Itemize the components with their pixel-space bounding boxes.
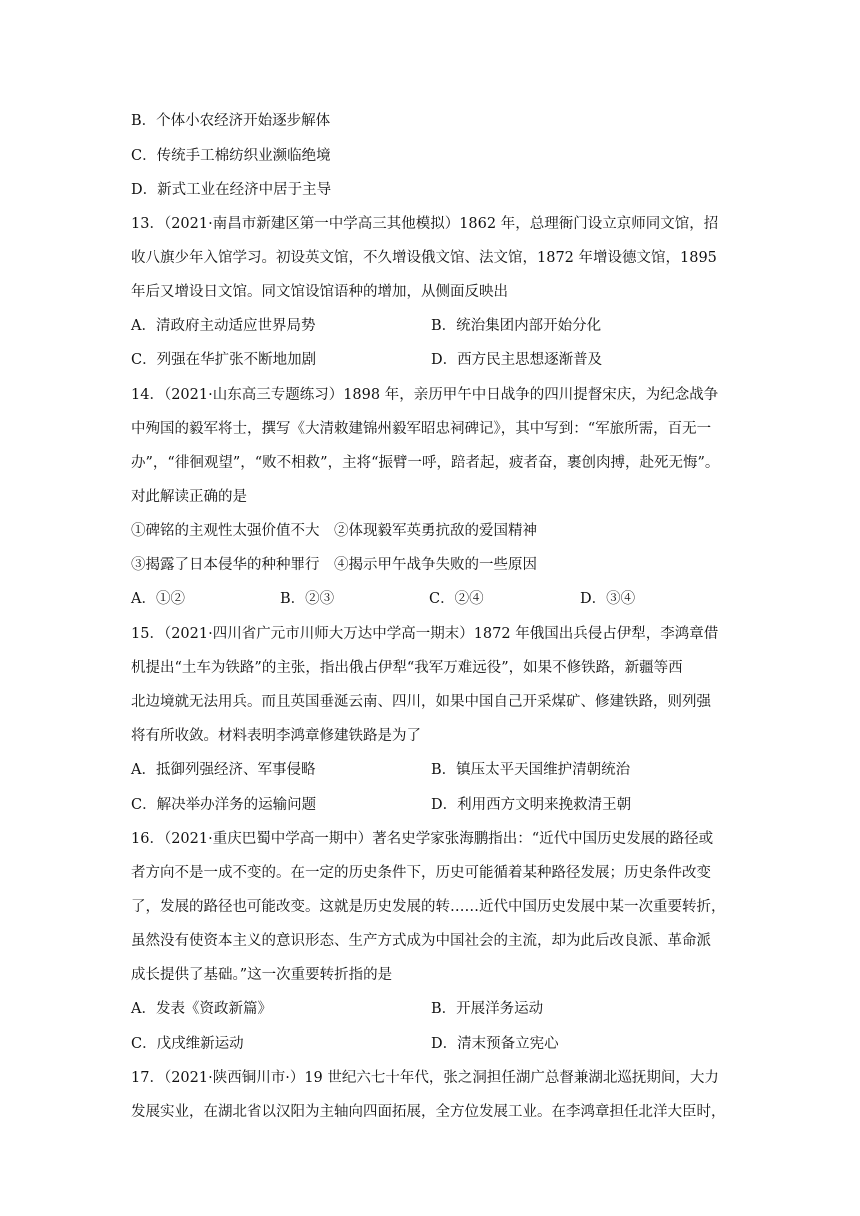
q14-stem-line-4: 对此解读正确的是 xyxy=(131,489,247,505)
q13-options-row-1 xyxy=(131,316,741,336)
q16-option-a: A．发表《资政新篇》 xyxy=(131,1001,272,1017)
q16-stem-line-5: 成长提供了基础。”这一次重要转折指的是 xyxy=(131,967,393,983)
q16-options-row-2 xyxy=(131,1034,741,1054)
q13-option-d: D．西方民主思想逐渐普及 xyxy=(431,352,603,368)
q13-option-c: C．列强在华扩张不断地加剧 xyxy=(131,352,317,368)
q14-stem-line-3: 办”，“徘徊观望”，“败不相救”，主将“振臂一呼，踣者起，疲者奋，裹创肉搏，赴死无悔”。 xyxy=(131,455,720,471)
q14-stem-line-1: 14．（2021·山东高三专题练习）1898 年，亲历甲午中日战争的四川提督宋庆，为纪念战争 xyxy=(131,387,719,403)
q16-option-c: C．戊戌维新运动 xyxy=(131,1036,244,1052)
q17-stem-line-1: 17．（2021·陕西铜川市·）19 世纪六七十年代，张之洞担任湖广总督兼湖北巡抚期间，大力 xyxy=(131,1070,719,1086)
q15-options-row-1 xyxy=(131,760,741,780)
q16-option-b: B．开展洋务运动 xyxy=(431,1001,544,1017)
q15-option-d: D．利用西方文明来挽救清王朝 xyxy=(431,797,632,813)
q13-option-b: B．统治集团内部开始分化 xyxy=(431,318,602,334)
q12-option-c: C．传统手工棉纺织业濒临绝境 xyxy=(131,148,331,164)
q12-option-b: B．个体小农经济开始逐步解体 xyxy=(131,113,331,129)
q13-stem-line-2: 收八旗少年入馆学习。初设英文馆，不久增设俄文馆、法文馆，1872 年增设德文馆，1895 xyxy=(131,250,717,266)
q16-stem-line-2: 者方向不是一成不变的。在一定的历史条件下，历史可能循着某种路径发展；历史条件改变 xyxy=(131,865,711,881)
q13-stem-line-1: 13．（2021·南昌市新建区第一中学高三其他模拟）1862 年，总理衙门设立京师同文馆，招 xyxy=(131,216,719,232)
q17-stem-line-2: 发展实业，在湖北省以汉阳为主轴向四面拓展，全方位发展工业。在李鸿章担任北洋大臣时， xyxy=(131,1104,726,1120)
q15-option-a: A．抵御列强经济、军事侵略 xyxy=(131,762,316,778)
q15-stem-line-1: 15．（2021·四川省广元市川师大万达中学高一期末）1872 年俄国出兵侵占伊犁，李鸿章借 xyxy=(131,626,719,642)
q15-options-row-2 xyxy=(131,795,741,815)
q14-option-c: C．②④ xyxy=(429,591,484,607)
q14-statements-1-2: ①碑铭的主观性太强价值不大 ②体现毅军英勇抗敌的爱国精神 xyxy=(131,523,537,539)
q15-stem-line-2: 机提出“土车为铁路”的主张，指出俄占伊犁“我军万难远役”，如果不修铁路，新疆等西 xyxy=(131,660,683,676)
q13-stem-line-3: 年后又增设日文馆。同文馆设馆语种的增加，从侧面反映出 xyxy=(131,284,508,300)
q14-option-a: A．①② xyxy=(131,591,185,607)
q16-stem-line-3: 了，发展的路径也可能改变。这就是历史发展的转……近代中国历史发展中某一次重要转折， xyxy=(131,899,726,915)
q13-option-a: A．清政府主动适应世界局势 xyxy=(131,318,316,334)
q15-stem-line-4: 将有所收敛。材料表明李鸿章修建铁路是为了 xyxy=(131,728,421,744)
q15-option-b: B．镇压太平天国维护清朝统治 xyxy=(431,762,631,778)
q14-option-b: B．②③ xyxy=(280,591,335,607)
q15-stem-line-3: 北边境就无法用兵。而且英国垂涎云南、四川，如果中国自己开采煤矿、修建铁路，则列强 xyxy=(131,694,711,710)
q12-option-d: D．新式工业在经济中居于主导 xyxy=(131,182,332,198)
q16-options-row-1 xyxy=(131,999,741,1019)
q14-option-d: D．③④ xyxy=(580,591,636,607)
q16-stem-line-4: 虽然没有使资本主义的意识形态、生产方式成为中国社会的主流，却为此后改良派、革命派 xyxy=(131,933,711,949)
q13-options-row-2 xyxy=(131,350,741,370)
q14-statements-3-4: ③揭露了日本侵华的种种罪行 ④揭示甲午战争失败的一些原因 xyxy=(131,557,537,573)
q14-stem-line-2: 中殉国的毅军将士，撰写《大清敕建锦州毅军昭忠祠碑记》，其中写到：“军旅所需，百无一 xyxy=(131,421,712,437)
q16-stem-line-1: 16．（2021·重庆巴蜀中学高一期中）著名史学家张海鹏指出：“近代中国历史发展的路径或 xyxy=(131,831,714,847)
q15-option-c: C．解决举办洋务的运输问题 xyxy=(131,797,317,813)
q16-option-d: D．清末预备立宪心 xyxy=(431,1036,559,1052)
